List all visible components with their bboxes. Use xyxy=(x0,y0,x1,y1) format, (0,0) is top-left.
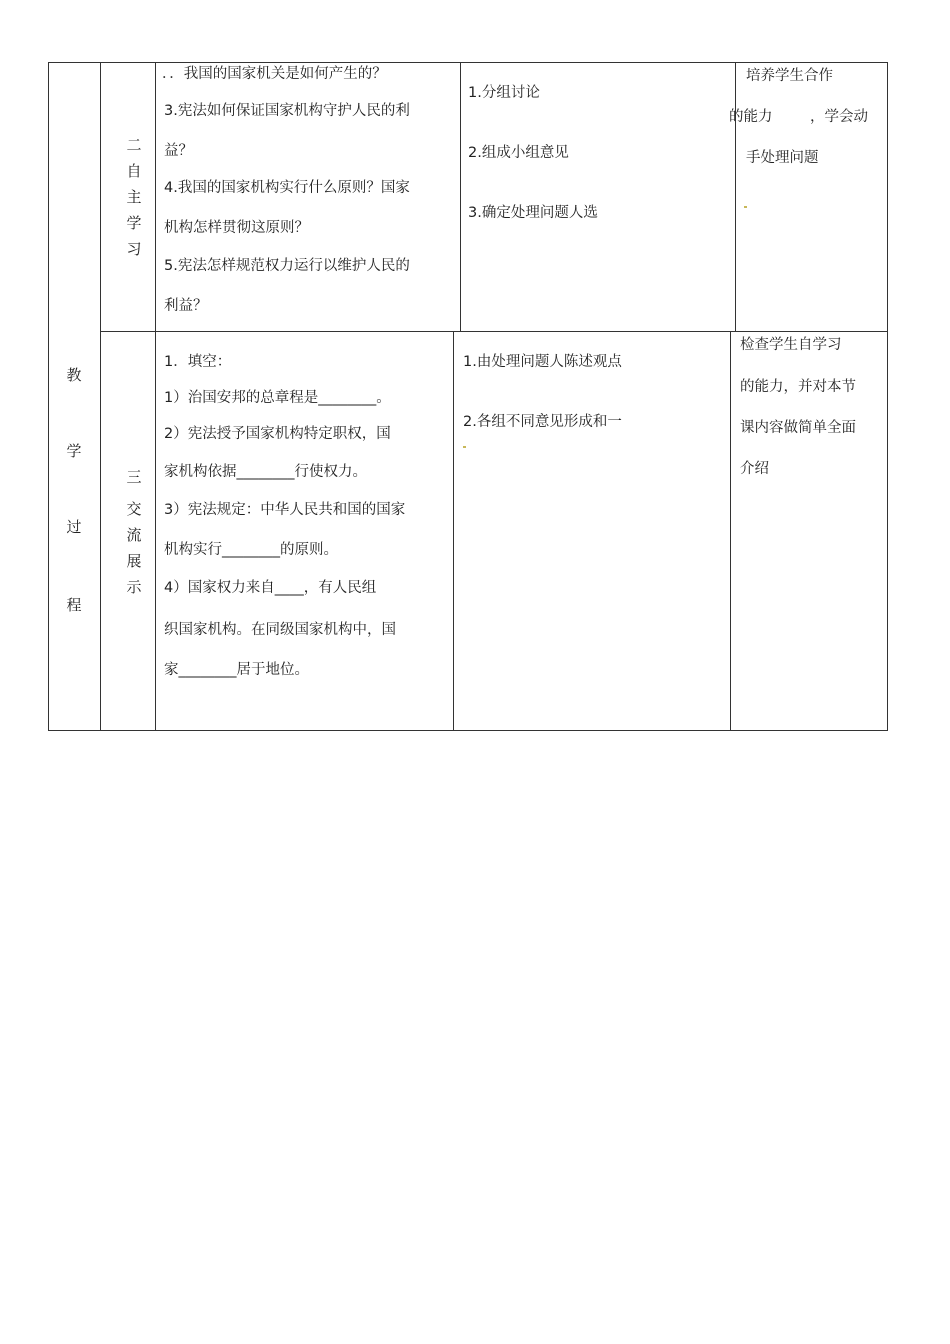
activity-line: 1.由处理问题人陈述观点 xyxy=(463,354,622,370)
fill-item-line: 家机构依据________行使权力。 xyxy=(164,464,367,480)
purpose-line: 课内容做简单全面 xyxy=(740,420,856,436)
purpose-line: 检查学生自学习 xyxy=(740,337,842,353)
label-char: 交 xyxy=(126,500,142,518)
fill-item-line: 1．填空： xyxy=(164,354,232,370)
fill-item-line: 机构实行________的原则。 xyxy=(164,542,338,558)
question-line: 利益？ xyxy=(164,298,208,314)
label-char: 学 xyxy=(126,214,142,232)
fill-item-line: 织国家机构。在同级国家机构中，国 xyxy=(164,622,396,638)
purpose-line: 的能力，并对本节 xyxy=(740,379,856,395)
label-char: 三 xyxy=(126,468,142,486)
purpose-line: ，学会动 xyxy=(810,109,868,125)
column-divider-3-bottom xyxy=(453,331,454,731)
fill-item-line: 4）国家权力来自____，有人民组 xyxy=(164,580,377,596)
activity-line: 2.组成小组意见 xyxy=(468,145,569,161)
purpose-line: 培养学生合作 xyxy=(746,68,833,84)
exchange-display-label xyxy=(124,464,144,600)
question-line: 机构怎样贯彻这原则？ xyxy=(164,220,309,236)
label-char: 自 xyxy=(126,162,142,180)
fill-item-line: 2）宪法授予国家机构特定职权，国 xyxy=(164,426,391,442)
label-char: 示 xyxy=(126,578,142,596)
column-divider-1 xyxy=(100,62,101,731)
teaching-process-label xyxy=(64,364,84,615)
row-divider xyxy=(100,331,888,332)
table-top-border xyxy=(48,62,888,63)
column-divider-4-bottom xyxy=(730,331,731,731)
question-line: 4.我国的国家机构实行什么原则？国家 xyxy=(164,180,410,196)
label-char: 程 xyxy=(66,596,82,614)
table-bottom-border xyxy=(48,730,888,731)
question-line: 益？ xyxy=(164,143,193,159)
purpose-line: 的能力 xyxy=(729,109,773,125)
question-line: 3.宪法如何保证国家机构守护人民的利 xyxy=(164,103,410,119)
activity-line: 3.确定处理问题人选 xyxy=(468,205,598,221)
label-char: 流 xyxy=(126,526,142,544)
fill-item-line: 家________居于地位。 xyxy=(164,662,309,678)
label-char: 主 xyxy=(126,188,142,206)
label-char: 学 xyxy=(66,442,82,460)
table-left-border xyxy=(48,62,49,731)
label-char: 展 xyxy=(126,552,142,570)
activity-line: 1.分组讨论 xyxy=(468,85,540,101)
activity-line: 2.各组不同意见形成和一 xyxy=(463,414,622,430)
purpose-line: 手处理问题 xyxy=(746,150,819,166)
fill-item-line: 3）宪法规定：中华人民共和国的国家 xyxy=(164,502,406,518)
column-divider-3-top xyxy=(460,62,461,332)
stray-mark xyxy=(744,206,747,208)
question-line: ．．我国的国家机关是如何产生的？ xyxy=(162,66,387,82)
column-divider-4-top xyxy=(735,62,736,332)
label-char: 过 xyxy=(66,518,82,536)
purpose-line: 介绍 xyxy=(740,461,769,477)
self-study-label xyxy=(124,132,144,262)
fill-item-line: 1）治国安邦的总章程是________。 xyxy=(164,390,391,406)
stray-mark xyxy=(463,446,466,448)
label-char: 习 xyxy=(126,240,142,258)
table-right-border xyxy=(887,62,888,731)
label-char: 二 xyxy=(126,136,142,154)
column-divider-2 xyxy=(155,62,156,731)
question-line: 5.宪法怎样规范权力运行以维护人民的 xyxy=(164,258,410,274)
label-char: 教 xyxy=(66,366,82,384)
